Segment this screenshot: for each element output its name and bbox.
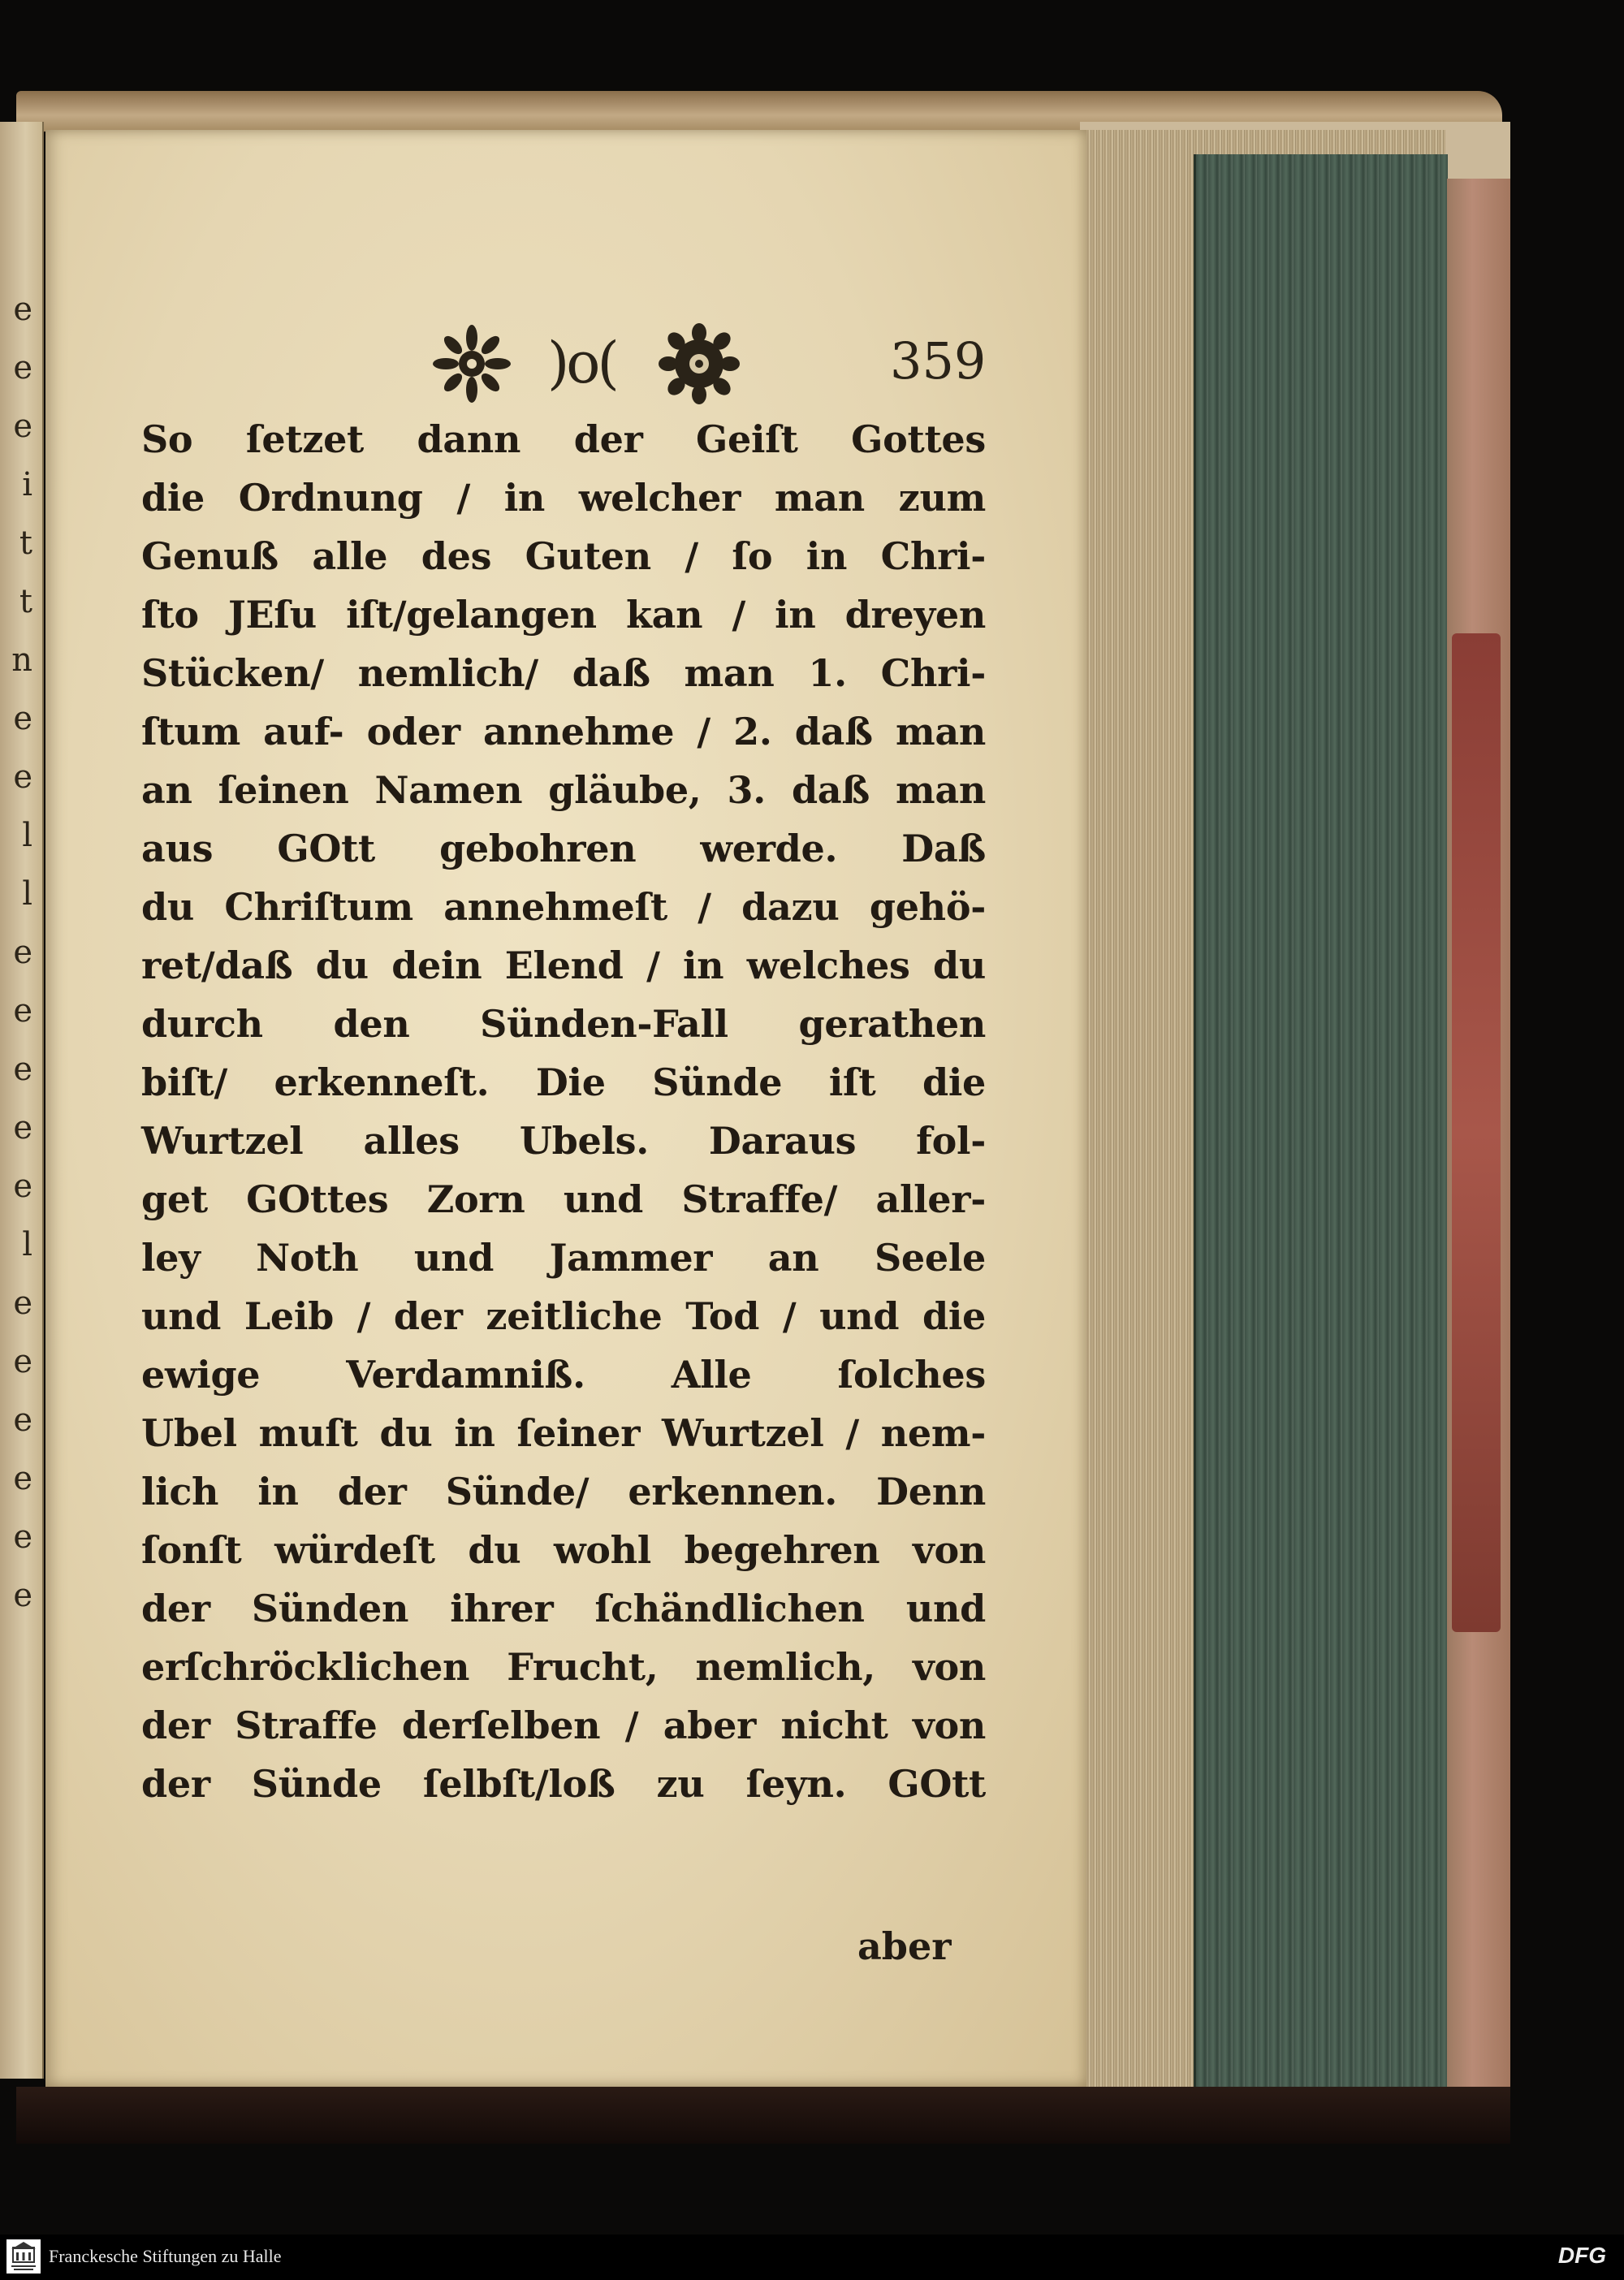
text-line: biſt/ erkenneſt. Die Sünde iſt die	[141, 1060, 986, 1104]
left-page-letter: e	[13, 934, 32, 971]
catchword: aber	[857, 1924, 952, 1968]
left-page-letter: e	[13, 291, 32, 328]
left-page-letter: e	[13, 758, 32, 796]
left-page-letter: l	[22, 1226, 32, 1263]
dfg-label: DFG	[1557, 2243, 1606, 2268]
text-line: und Leib / der zeitliche Tod / und die	[141, 1294, 986, 1338]
left-page-letter: e	[13, 349, 32, 386]
text-line: der Sünden ihrer ſchändlichen und	[141, 1587, 986, 1630]
text-line: ret/daß du dein Elend / in welches du	[141, 944, 986, 987]
text-line: Stücken/ nemlich/ daß man 1. Chri-	[141, 651, 986, 695]
left-page-letter: e	[13, 1460, 32, 1497]
header-ornament-mid: )o(	[547, 330, 616, 396]
footer-bar	[0, 2235, 1624, 2280]
text-line: lich in der Sünde/ erkennen. Denn	[141, 1470, 986, 1514]
institution-logo-icon	[6, 2239, 41, 2274]
text-line: ley Noth und Jammer an Seele	[141, 1236, 986, 1280]
page-block-green-edge	[1194, 154, 1448, 2144]
left-page-letter: l	[22, 875, 32, 913]
left-page-letter: t	[19, 583, 32, 620]
left-page-letter: e	[13, 408, 32, 445]
left-page-letter: e	[13, 992, 32, 1030]
text-line: du Chriſtum annehmeſt / dazu gehö-	[141, 885, 986, 929]
left-page-letter: e	[13, 1401, 32, 1439]
book-cover-bottom	[16, 2087, 1510, 2144]
text-line: der Straffe derſelben / aber nicht von	[141, 1704, 986, 1747]
left-page-letter: n	[11, 641, 32, 679]
page-header	[403, 323, 987, 404]
body-text	[141, 410, 986, 1813]
left-page-letter: e	[13, 1577, 32, 1614]
left-page-letter: i	[22, 466, 32, 503]
text-line: ſonſt würdeſt du wohl begehren von	[141, 1528, 986, 1572]
text-line: ſtum auf- oder annehme / 2. daß man	[141, 710, 986, 754]
left-page-letter: l	[22, 817, 32, 854]
cover-red-binding	[1452, 633, 1501, 1632]
left-page-letter: e	[13, 1168, 32, 1205]
text-line: der Sünde ſelbſt/loß zu ſeyn. GOtt	[141, 1762, 986, 1806]
text-line: Wurtzel alles Ubels. Daraus fol-	[141, 1119, 986, 1163]
text-line: So ſetzet dann der Geiſt Gottes	[141, 417, 986, 461]
page-number: 359	[890, 331, 987, 391]
left-page-letter: e	[13, 1518, 32, 1556]
rosette-ornament-icon	[654, 323, 744, 404]
institution-label: Franckesche Stiftungen zu Halle	[49, 2246, 282, 2266]
text-line: ewige Verdamniß. Alle ſolches	[141, 1353, 986, 1397]
text-line: erſchröcklichen Frucht, nemlich, von	[141, 1645, 986, 1689]
text-line: Ubel muſt du in ſeiner Wurtzel / nem-	[141, 1411, 986, 1455]
text-line: Genuß alle des Guten / ſo in Chri-	[141, 534, 986, 578]
text-line: die Ordnung / in welcher man zum	[141, 476, 986, 520]
left-page-letter: e	[13, 1343, 32, 1380]
left-page-letter: t	[19, 525, 32, 562]
text-line: aus GOtt gebohren werde. Daß	[141, 827, 986, 870]
flower-ornament-icon	[427, 323, 516, 404]
left-page-letters	[0, 280, 32, 1625]
book-page	[45, 130, 1086, 2087]
text-line: durch den Sünden-Fall gerathen	[141, 1002, 986, 1046]
left-page-letter: e	[13, 1285, 32, 1322]
text-line: get GOttes Zorn und Straffe/ aller-	[141, 1177, 986, 1221]
text-line: an ſeinen Namen gläube, 3. daß man	[141, 768, 986, 812]
left-page-letter: e	[13, 700, 32, 737]
left-page-letter: e	[13, 1051, 32, 1088]
left-page-letter: e	[13, 1109, 32, 1146]
text-line: ſto JEſu iſt/gelangen kan / in dreyen	[141, 593, 986, 637]
